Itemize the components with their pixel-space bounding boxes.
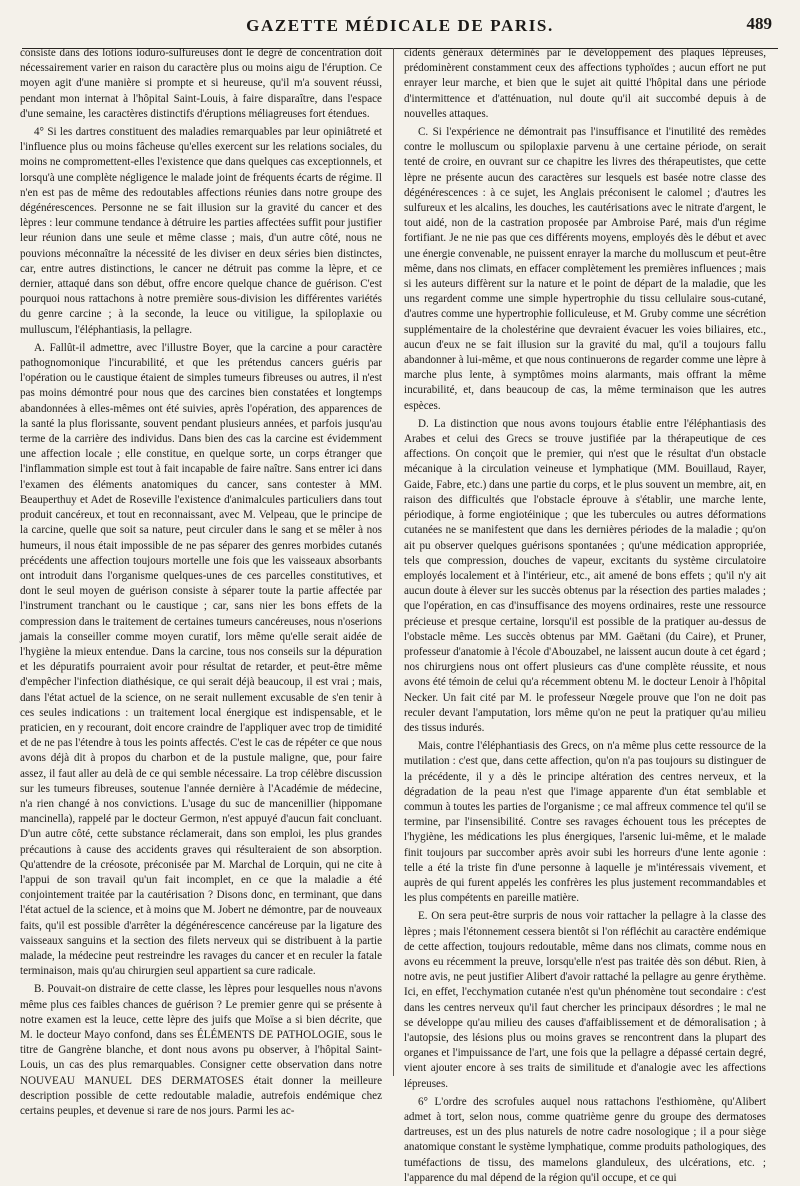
paragraph: E. On sera peut-être surpris de nous voir rattacher la pellagre à la classe des lèpres ; mais l'étonnement cessera bientôt si l'on réfléchit au caractère endémique de cette affection, toujours redoutable, même dans nos climats, comme nous en avons eu récemment la preuve, lorsqu'elle n'est pas traitée dès son début. Rien, à notre avis, ne peut justifier Alibert d'avoir rattaché la pellagre au genre érythème. Ici, en effet, l'ecchymation cutanée n'est qu'un phénomène tout secondaire : c'est dans les centres nerveux qu'il faut chercher les principaux désordres ; le mal ne se développe qu'au milieu des causes d'affaiblissement et de démoralisation ; à l'autopsie, des lésions plus ou moins graves se rencontrent dans la plupart des organes et l'impuissance de l'art, une fois que la pellagre a dépassé certain degré, vient ajouter encore à ses traits de similitude et d'analogie avec les affections lépreuses. (404, 910, 766, 1090)
paragraph: D. La distinction que nous avons toujours établie entre l'éléphantiasis des Arabes et celui des Grecs se trouve justifiée par la thérapeutique de ces affections. On conçoit que le premier, qui n'est que le résultat d'un obstacle mécanique à la circulation veineuse et lymphatique (MM. Bouillaud, Rayer, Gaide, Fabre, etc.) dans une partie du corps, et le plus souvent un membre, ait, en raison des difficultés que l'obstacle éprouve à s'établir, une marche lente, périodique, à forme engiotéinique ; que les tubercules ou autres déformations cutanées ne se manifestent que dans les dernières périodes de la maladie ; qu'on ait pu observer quelques guérisons spontanées ; qu'une médication appropriée, tels que compression, douches de vapeur, excitants du système circulatoire employés localement et à l'intérieur, etc., ait amené de bons effets ; qu'il n'y ait aucun doute à élever sur les succès obtenus par la résection des parties malades ; que l'opération, en cas d'insuffisance des moyens ordinaires, reste une ressource précieuse et presque certaine, lorsqu'il est possible de la pratiquer au-dessus de l'obstacle même. Les succès obtenus par MM. Gaëtani (du Caire), et Pruner, professeur d'anatomie à l'école d'Abouzabel, ne laissent aucun doute à cet égard ; nos chirurgiens nous ont offert plusieurs cas d'une complète réussite, et nous avons été témoin de celui qu'a récemment obtenu M. le docteur Lenoir à l'hôpital Necker. Un fait cité par M. le professeur Nœgele prouve que l'on ne doit pas reculer devant l'amputation, lors même qu'on ne peut la pratiquer qu'au milieu des tissus indurés. (404, 417, 766, 734)
paragraph: A. Fallût-il admettre, avec l'illustre Boyer, que la carcine a pour caractère pathognomonique l'incurabilité, et que les prétendus cancers guéris par l'opération ou le caustique étaient de simples tumeurs fibreuses ou autres, il n'est pas moins démontré pour nous que des carcines bien constatées et longtemps abandonnées à elles-mêmes ont été suivies, après l'opération, des apparences de la santé la plus florissante, souvent pendant plusieurs années, et parfois jusqu'au terme de la carrière des individus. Dans bien des cas la carcine est évidemment une affection locale ; elle constitue, en quelque sorte, un corps étranger que l'inflammation simple est tout à fait incapable de faire naître. Sans entrer ici dans l'examen des éléments anatomiques du cancer, sans contester à MM. Beauperthuy et Adet de Roseville l'existence d'animalcules particuliers dans tout produit cancéreux, et tout en reconnaissant, avec M. Velpeau, que le principe de la carcine, quelle que soit sa nature, peut circuler dans le sang et se mêler à nos humeurs, il nous était impossible de ne pas séparer des genres morbides cutanés précédents une affection toujours mortelle une fois que les vaisseaux absorbants ont introduit dans l'organisme quelques-unes de ces parcelles constitutives, et dont le seul moyen de guérison consiste à séparer toute la partie affectée par l'instrument tranchant ou le caustique ; car, sans nier les bons effets de la compression dans le traitement de certaines tumeurs cancéreuses, nous n'oserions jamais la conseiller comme moyen curatif, lors même qu'elle serait aidée de l'hygiène la mieux entendue. Dans la carcine, tous nos conseils sur la dépuration et les dépuratifs pourraient avoir pour résultat de retarder, et peut-être même d'empêcher l'infection diathésique, ce qui serait déjà beaucoup, il est vrai ; mais, dans l'état actuel de la science, on ne serait nullement excusable de s'en tenir à ces seules indications : un traitement local énergique est indispensable, et le praticien, en y recourant, doit encore craindre de l'appliquer avec trop de timidité et de ne pas l'étendre à tous les points affectés. C'est le cas de répéter ce que nous avons déjà dit à propos du charbon et de la pustule maligne, que, pour faire assez, il faut aller au delà de ce qui semble nécessaire. La trop célèbre discussion sur les tumeurs fibreuses, soutenue l'année dernière à l'Académie de médecine, n'a rien changé à nos convictions. L'usage du suc de mancenillier (hippomane mancinella), rappelé par le docteur Germon, n'est appuyé d'aucun fait concluant. D'un autre côté, cette substance réclamerait, dans son emploi, les plus grandes précautions à cause des accidents graves qui résulteraient de son absorption. Qu'attendre de la créosote, préconisée par M. Marchal de Lorquin, qui ne cite à l'appui de son travail qu'un fait incomplet, en ce que la maladie a été conjointement traitée par la cautérisation ? Disons donc, en terminant, que dans l'état actuel de la science, et à moins que M. Jobert ne démontre, par de nouveaux faits, qu'il est possible d'arrêter la dégénérescence cancéreuse par la ligature des vaisseaux sanguins et la section des filets nerveux qui se distribuent à la partie malade, la médecine peut restreindre les ravages du cancer et en reculer la fatale terminaison, mais qu'au chirurgien seul appartient sa cure radicale. (20, 341, 382, 978)
running-title: GAZETTE MÉDICALE DE PARIS. (246, 16, 554, 35)
paragraph: consiste dans des lotions ioduro-sulfureuses dont le degré de concentration doit nécessairement varier en raison du caractère plus ou moins aigu de l'éruption. Ce moyen agit d'une manière si prompte et si heureuse, qu'il m'a souvent réussi, pendant mon internat à l'hôpital Saint-Louis, à faire disparaître, dans l'espace d'une semaine, les caractères distinctifs d'éruptions méliagreuses fort étendues. (20, 47, 382, 120)
page-number: 489 (746, 14, 772, 33)
paragraph: cidents généraux déterminés par le développement des plaques lépreuses, prédominèrent constamment ceux des affections typhoïdes ; aucun effort ne put enrayer leur marche, et bien que le sujet ait quitté l'hôpital dans une période d'intermittence et d'atténuation, nul doute qu'il ait succombé depuis à de nouvelles attaques. (404, 47, 766, 120)
paragraph: 6° L'ordre des scrofules auquel nous rattachons l'esthiomène, qu'Alibert admet à tort, selon nous, comme quatrième genre du groupe des dermatoses dartreuses, est un des plus naturels de notre cadre nosologique ; il a pour siège anatomique constant le système lymphatique, comme produits pathologiques, des tuméfactions de tissu, des mamelons glanduleux, des ulcérations, etc. ; l'apparence du mal dépend de la région qu'il occupe, et ce qui (404, 1095, 766, 1184)
page-header (0, 10, 800, 44)
left-column (20, 46, 382, 1118)
paragraph: C. Si l'expérience ne démontrait pas l'insuffisance et l'inutilité des remèdes contre le molluscum ou spiloplaxie parvenu à une certaine période, on serait tenté de croire, en ouvrant sur ce chapitre les livres des thérapeutistes, que cette lèpre ne présente aucun des caractères sur lesquels est basée notre classe des dégénérescences : à ce sujet, les Anglais préconisent le calomel ; d'autres les sulfureux et les alcalins, les douches, les cautérisations avec le nitrate d'argent, le tout aidé, non de la castration proposée par Ambroise Paré, mais d'un régime fortifiant. Je ne nie pas que ces différents moyens, employés dès le début et avec une énergie convenable, ne puissent enrayer la marche du molluscum et peut-être même, dans nos climats, en effacer complètement les premières influences ; mais si les auteurs diffèrent sur la nature et le point de départ de la maladie, que les uns regardent comme une simple hypertrophie du tissu cellulaire sous-cutané, d'autres comme une hypertrophie folliculeuse, et M. Gruby comme une sécrétion supplémentaire de la cholestérine que devraient évacuer les voies biliaires, etc., aucun d'eux ne se fait illusion sur la gravité du mal, qu'il a toujours fallu abandonner à lui-même, et que nous continuerons de regarder comme une lèpre à marche plus lente, à symptômes moins alarmants, mais offrant la même incurabilité, et, dans beaucoup de cas, la même terminaison que les autres espèces. (404, 126, 766, 412)
paragraph: B. Pouvait-on distraire de cette classe, les lèpres pour lesquelles nous n'avons même plus ces faibles chances de guérison ? Le premier genre qui se présente à notre examen est la leuce, cette lèpre des juifs que Moïse a si bien décrite, que M. le docteur Mayo confond, dans ses ÉLÉMENTS DE PATHOLOGIE, sous le titre de Gangrène blanche, et dont nous avons pu observer, à l'hôpital Saint-Louis, un cas des plus remarquables. Consigner cette observation dans notre NOUVEAU MANUEL DES DERMATOSES était donner la meilleure description possible de cette redoutable maladie, autrefois endémique chez certains peuples, et devenue si rare de nos jours. Parmi les ac- (20, 983, 382, 1118)
right-column (404, 46, 766, 1184)
column-divider (393, 48, 394, 1076)
paragraph: 4° Si les dartres constituent des maladies remarquables par leur opiniâtreté et l'influence plus ou moins fâcheuse qu'elles exercent sur les relations sociales, du moins ne compromettent-elles l'existence que dans quelques cas exceptionnels, et lorsqu'à une complète négligence le malade joint de fréquents écarts de régime. Il n'en est pas de même des redoutables affections réunies dans notre groupe des dégénérescences. Personne ne se fait illusion sur la gravité du cancer et des lèpres : leur commune tendance à détruire les parties affectées suffit pour justifier leur réunion dans une seule et même classe ; mais, d'un autre côté, nous ne pouvions méconnaître la nécessité de les diviser en deux séries bien distinctes, car, entre autres distinctions, le cancer ne détruit pas comme la lèpre, et ce dernier, attaqué dans son début, offre encore quelque chance de guérison. C'est pourquoi nous rattachons à notre première sous-division les différentes variétés du genre carcine ; à la seconde, la leuce ou vitiligue, la spiloplaxie ou mulluscum, l'éléphantiasis, la pellagre. (20, 126, 382, 336)
paragraph: Mais, contre l'éléphantiasis des Grecs, on n'a même plus cette ressource de la mutilation : c'est que, dans cette affection, qu'on n'a pas toujours su distinguer de la précédente, il y a dès le principe altération des centres nerveux, et la dégradation de la peau n'est que l'image apparente d'un état semblable et commun à toutes les parties de l'organisme ; ce mal affreux commence tel qu'il se termine, par l'insensibilité. Contre ses ravages échouent tous les préceptes de l'hygiène, les médications les plus énergiques, l'arsenic lui-même, et le malade finit toujours par succomber après avoir subi les horreurs d'une lente agonie : telle a été la triste fin d'une personne à laquelle je m'intéressais vivement, et auprès de qui furent appelés les confrères les plus justement recommandables et les plus compétents en pareille matière. (404, 740, 766, 905)
